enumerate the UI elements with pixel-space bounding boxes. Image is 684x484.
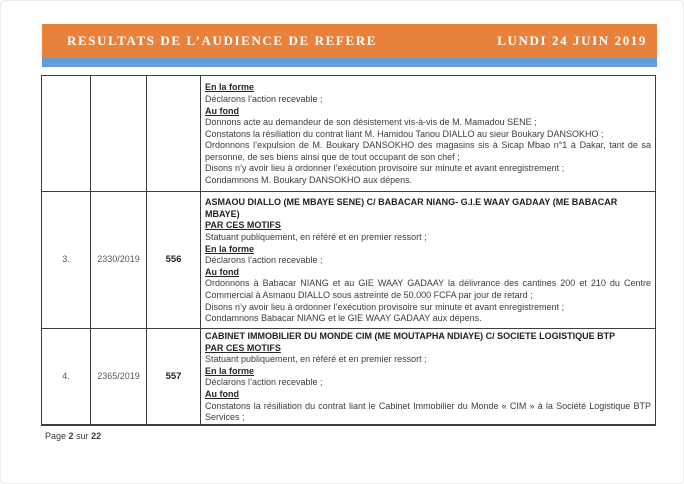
section-heading: Au fond [205,266,239,277]
case-title: ASMAOU DIALLO (ME MBAYE SENE) C/ BABACAR NIANG- G.I.E WAAY GADAAY (ME BABACAR MBAYE) [205,197,618,219]
section-heading: Au fond [205,388,239,399]
table-row [42,192,656,329]
decision-text: Ordonnons à Babacar NIANG et au GIE WAAY GADAAY la délivrance des cantines 200 et 210 du Centre Commercial à Asmaou DIALLO sous astreinte de 50.000 FCFA par jour de retard ; [205,278,651,300]
section-heading: En la forme [205,365,255,376]
decision-text: Déclarons l’action recevable ; [205,255,323,266]
cell-case-number [91,76,147,192]
header-banner [42,24,657,58]
decision-text: Constatons la résiliation du contrat liant M. Hamidou Tanou DIALLO au sieur Boukary DANSOKHO ; [205,128,604,139]
cell-decision [201,329,656,425]
cell-registry-number: 557 [147,329,201,425]
cell-case-number: 2365/2019 [91,329,147,425]
section-heading: En la forme [205,243,255,254]
decision-text: Statuant publiquement, en référé et en premier ressort ; [205,354,427,365]
cell-order-number: 3. [42,192,91,329]
table-row [42,329,656,425]
decision-text: Déclarons l’action recevable ; [205,93,323,104]
footer-separator: sur [73,431,92,441]
cell-registry-number [147,76,201,192]
page-footer [45,431,101,441]
header-date: LUNDI 24 JUIN 2019 [497,33,647,48]
section-heading: PAR CES MOTIFS [205,220,281,231]
header-accent-bar [42,58,657,67]
section-heading: PAR CES MOTIFS [205,342,281,353]
footer-total-pages: 22 [91,431,102,441]
decision-text: Statuant publiquement, en référé et en premier ressort ; [205,232,427,243]
decision-text: Constatons la résiliation du contrat liant le Cabinet Immobilier du Monde « CIM » à la Société Logistique BTP Services ; [205,400,651,423]
footer-page-number: 2 [68,431,74,441]
cell-order-number: 4. [42,329,91,425]
results-table [41,75,656,426]
header-title: RESULTATS DE L’AUDIENCE DE REFERE [67,33,377,48]
decision-text: Disons n’y avoir lieu à ordonner l’exécution provisoire sur minute et avant enregistrement ; [205,163,565,174]
cell-case-number: 2330/2019 [91,192,147,329]
section-heading: En la forme [205,82,255,93]
cell-order-number [42,76,91,192]
section-heading: Au fond [205,105,239,116]
decision-text: Condamnons M. Boukary DANSOKHO aux dépens. [205,175,413,186]
decision-text: Déclarons l’action recevable ; [205,377,323,388]
cell-decision [201,76,656,192]
case-title: CABINET IMMOBILIER DU MONDE CIM (ME MOUTAPHA NDIAYE) C/ SOCIETE LOGISTIQUE BTP [205,331,616,341]
results-table-body [42,76,656,425]
cell-decision [201,192,656,329]
table-row [42,76,656,192]
decision-text: Donnons acte au demandeur de son désistement vis-à-vis de M. Mamadou SENE ; [205,117,537,128]
decision-text: Ordonnons l’expulsion de M. Boukary DANSOKHO des magasins sis à Sicap Mbao n°1 à Dakar, tant de sa personne, de ses biens ainsi que de tout occupant de son chef ; [205,140,651,162]
cell-registry-number: 556 [147,192,201,329]
decision-text: Condamnons Babacar NIANG et le GIE WAAY GADAAY aux dépens. [205,313,482,324]
footer-prefix: Page [45,431,69,441]
decision-text: Disons n’y avoir lieu à ordonner l’exécution provisoire sur minute et avant enregistrement ; [205,301,565,312]
